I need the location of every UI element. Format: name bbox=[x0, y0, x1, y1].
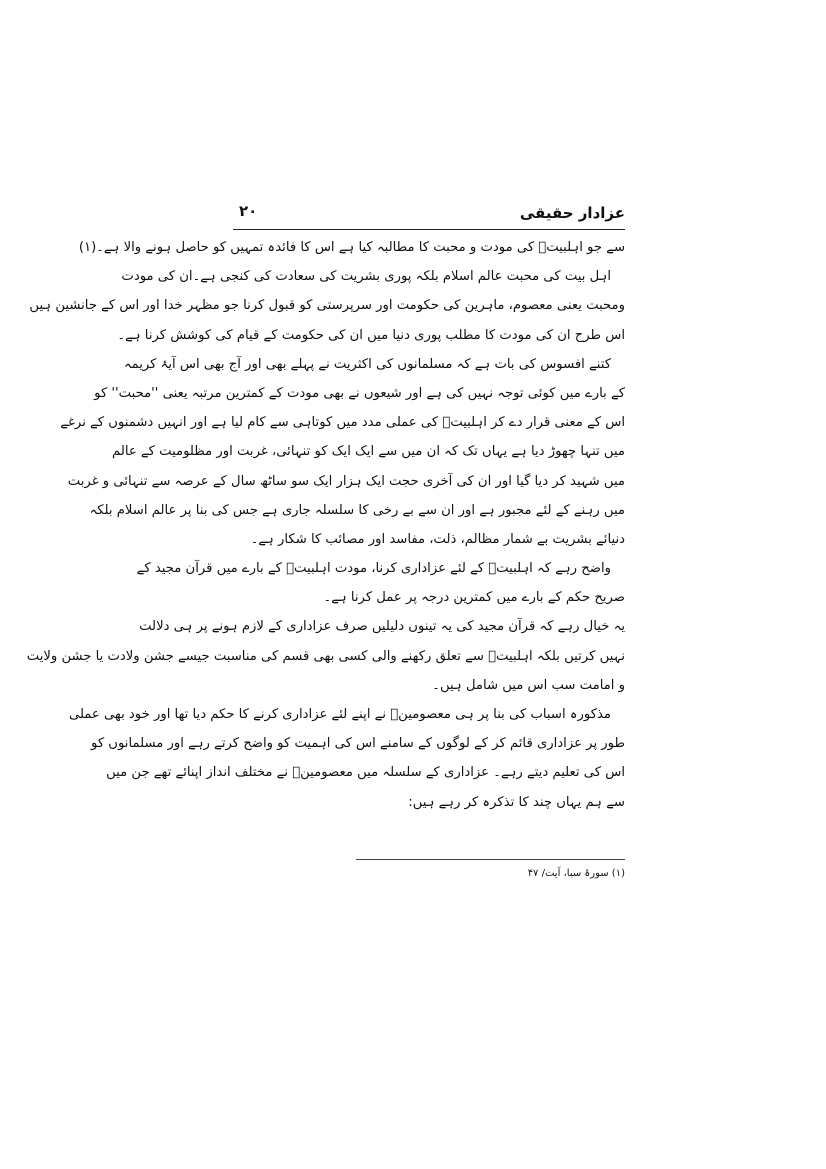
text-line: و امامت سب اس میں شامل ہیں۔ bbox=[432, 677, 625, 693]
text-line: یہ خیال رہے کہ قرآن مجید کی یہ تینوں دلیلیں صرف عزاداری کے لازم ہونے پر ہی دلالت bbox=[139, 619, 625, 635]
text-line: میں رہنے کے لئے مجبور ہے اور ان سے بے رخی کا سلسلہ جاری ہے جس کی بنا پر عالم اسلام بلکہ bbox=[89, 502, 625, 518]
text-line: سے جو اہلبیتؑ کی مودت و محبت کا مطالبہ کیا ہے اس کا فائدہ تمہیں کو حاصل ہونے والا ہے۔(۱) bbox=[78, 240, 625, 255]
footnote-rule bbox=[356, 859, 625, 860]
page-header bbox=[233, 200, 625, 228]
text-line: میں شہید کر دیا گیا اور ان کی آخری حجت ایک ہزار ایک سو ساٹھ سال کے عرصہ سے تنہائی و غربت bbox=[67, 473, 625, 489]
text-line: دنیائے بشریت بے شمار مظالم، ذلت، مفاسد اور مصائب کا شکار ہے۔ bbox=[250, 531, 625, 547]
text-line: مذکورہ اسباب کی بنا پر ہی معصومینؑ نے اپنے لئے عزاداری کرنے کا حکم دیا تھا اور خود بھی عملی bbox=[68, 707, 611, 722]
body-text bbox=[26, 233, 625, 817]
footnote: (۱) سورۂ سبا، آیت/ ۴۷ bbox=[527, 868, 625, 879]
text-line: نہیں کرتیں بلکہ اہلبیتؑ سے تعلق رکھنے والی کسی بھی قسم کی مناسبت جیسے جشن ولادت یا جشن ولایت bbox=[26, 648, 625, 664]
text-line: کے بارے میں کوئی توجہ نہیں کی ہے اور شیعوں نے بھی مودت کے کمترین مرتبہ یعنی ''محبت'' کو bbox=[94, 385, 625, 401]
text-line: اس طرح ان کی مودت کا مطلب پوری دنیا میں ان کی حکومت کے قیام کی کوشش کرنا ہے۔ bbox=[117, 327, 625, 343]
text-line: طور پر عزاداری قائم کر کے لوگوں کے سامنے اس کی اہمیت کو واضح کرتے رہے اور مسلمانوں کو bbox=[91, 736, 625, 752]
text-line: اس کے معنی قرار دے کر اہلبیتؑ کی عملی مدد میں کوتاہی سے کام لیا ہے اور انہیں دشمنوں کے نرغے bbox=[60, 415, 625, 431]
text-line: اہل بیت کی محبت عالم اسلام بلکہ پوری بشریت کی سعادت کی کنجی ہے۔ان کی مودت bbox=[121, 269, 611, 285]
text-line: ومحبت یعنی معصوم، ماہرین کی حکومت اور سرپرستی کو قبول کرنا جو مظہر خدا اور اس کے جانشین ہیں bbox=[29, 298, 625, 314]
header-rule bbox=[233, 229, 625, 230]
text-line: اس کی تعلیم دیتے رہے۔ عزاداری کے سلسلہ میں معصومینؑ نے مختلف انداز اپنائے تھے جن میں bbox=[106, 765, 625, 781]
text-line: کتنے افسوس کی بات ہے کہ مسلمانوں کی اکثریت نے پہلے بھی اور آج بھی اس آیۂ کریمہ bbox=[123, 356, 611, 372]
text-line: صریح حکم کے بارے میں کمترین درجہ پر عمل کرنا ہے۔ bbox=[323, 590, 625, 606]
text-line: سے ہم یہاں چند کا تذکرہ کر رہے ہیں: bbox=[408, 794, 625, 810]
text-line: واضح رہے کہ اہلبیتؑ کے لئے عزاداری کرنا، مودت اہلبیتؑ کے بارے میں قرآن مجید کے bbox=[136, 561, 611, 577]
text-line: میں تنہا چھوڑ دیا ہے یہاں تک کہ ان میں سے ایک ایک کو تنہائی، غربت اور مظلومیت کے عالم bbox=[112, 444, 625, 460]
page-number: ۲۰ bbox=[239, 202, 258, 220]
book-title: عزادار حقیقی bbox=[519, 204, 625, 222]
